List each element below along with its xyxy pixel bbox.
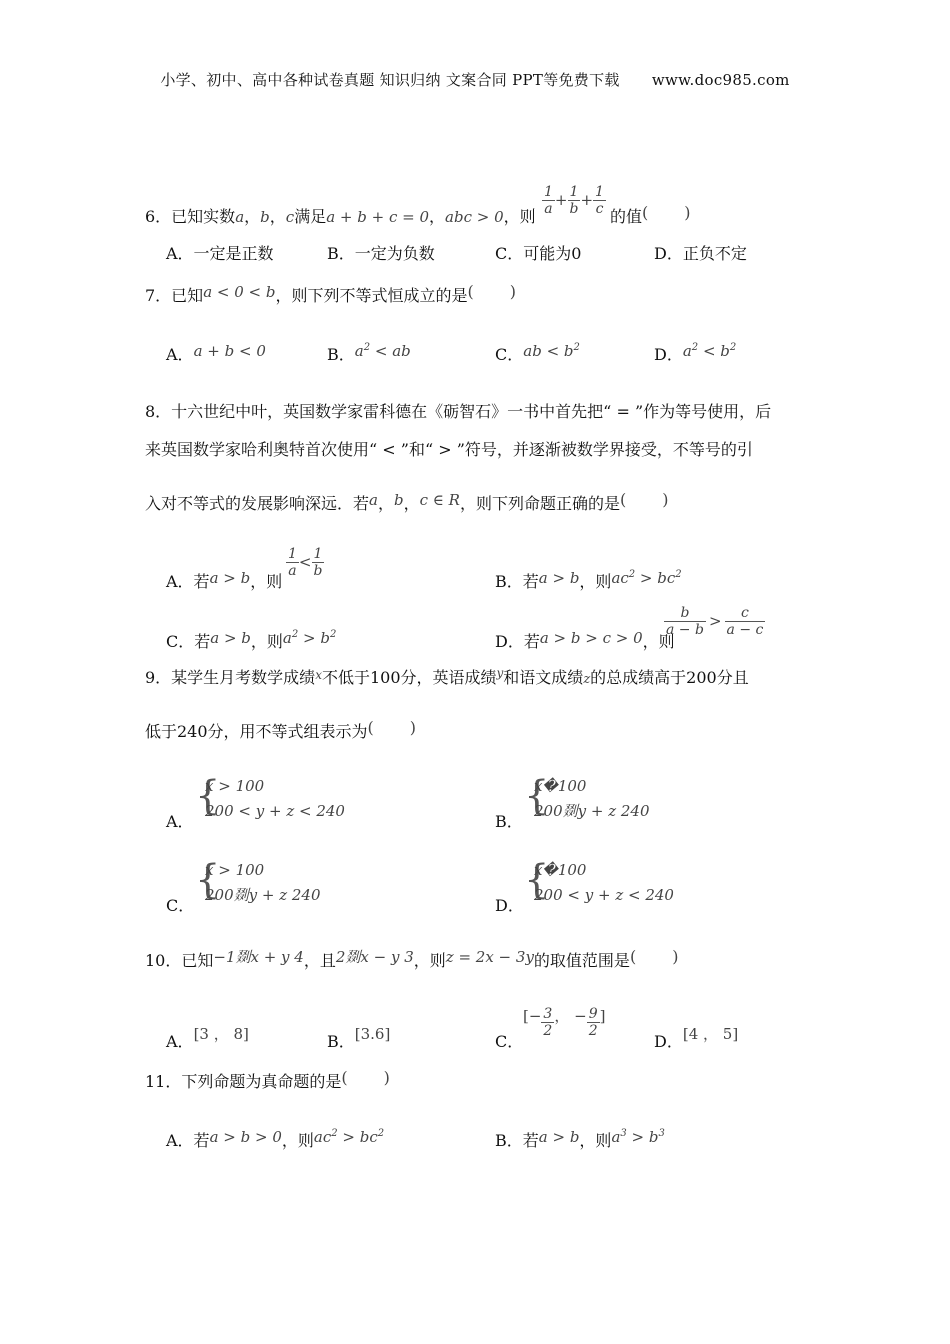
q6-option-d[interactable]: D．正负不定 bbox=[654, 244, 747, 263]
q6-option-b[interactable]: B．一定为负数 bbox=[327, 244, 435, 263]
q8-option-d-frac: $\frac{b}{a - b}$ > $\frac{c}{a - c}$ bbox=[666, 605, 764, 638]
q10-option-c-label[interactable]: C． bbox=[495, 1032, 524, 1051]
q10-option-d[interactable]: D．[4 ， 5] bbox=[654, 1025, 739, 1051]
q7-stem: 7．已知a < 0 < b，则下列不等式恒成立的是( ) bbox=[145, 282, 517, 305]
q6-option-a[interactable]: A．一定是正数 bbox=[166, 244, 274, 263]
q6-fraction-sum: $\frac{1}{a}$ + $\frac{1}{b}$ + $\frac{1}{c}$ bbox=[544, 184, 604, 217]
q9-option-a-brace: { bbox=[195, 773, 221, 819]
q10-option-c-value[interactable]: [− $\frac{3}{2}$ ， − $\frac{9}{2}$ ] bbox=[523, 1006, 606, 1039]
page-header bbox=[0, 69, 950, 90]
q9-option-d-brace: { bbox=[524, 857, 550, 903]
q7-option-b[interactable]: B．$a^2$ < ab bbox=[327, 342, 411, 364]
q9-line1: 9．某学生月考数学成绩$^x$不低于100分，英语成绩$^y$和语文成绩z的总成绩高于200分且 bbox=[145, 666, 749, 687]
header-url[interactable]: www.doc985.com bbox=[651, 71, 790, 89]
q10-stem: 10．已知−1剟x + y 4，且2剟x − y 3，则z = 2x − 3y的取值范围是( ) bbox=[145, 947, 679, 970]
q8-line2: 来英国数学家哈利奥特首次使用“ < ”和“ > ”符号，并逐渐被数学界接受，不等号的引 bbox=[145, 440, 753, 459]
q9-option-b-label[interactable]: B． bbox=[495, 812, 523, 831]
q10-option-a[interactable]: A．[3 ， 8] bbox=[166, 1025, 249, 1051]
q9-option-a-label[interactable]: A． bbox=[166, 812, 194, 831]
q9-line2: 低于240分，用不等式组表示为( ) bbox=[145, 718, 417, 741]
header-text: 小学、初中、高中各种试卷真题 知识归纳 文案合同 PPT等免费下载 bbox=[160, 71, 620, 89]
q8-option-d[interactable]: D．若a > b > c > 0，则 bbox=[495, 629, 675, 651]
q9-option-c-label[interactable]: C． bbox=[166, 896, 195, 915]
q9-option-c-brace: { bbox=[195, 857, 221, 903]
q9-option-c-system[interactable]: x > 100 200剟y + z 240 bbox=[205, 861, 321, 904]
q11-option-a[interactable]: A．若a > b > 0，则$ac^2 > bc^2$ bbox=[166, 1128, 385, 1150]
q8-option-b[interactable]: B．若a > b，则$ac^2 > bc^2$ bbox=[495, 569, 682, 591]
q9-option-d-label[interactable]: D． bbox=[495, 896, 524, 915]
q11-stem: 11．下列命题为真命题的是( ) bbox=[145, 1068, 390, 1091]
q8-line1: 8．十六世纪中叶，英国数学家雷科德在《砺智石》一书中首先把“ = ”作为等号使用，后 bbox=[145, 402, 772, 421]
q6-option-c[interactable]: C．可能为0 bbox=[495, 244, 582, 263]
q8-option-a-frac: $\frac{1}{a}$ < $\frac{1}{b}$ bbox=[288, 546, 323, 579]
q9-option-a-system[interactable]: x > 100 200 < y + z < 240 bbox=[205, 777, 345, 820]
q9-option-b-brace: { bbox=[524, 773, 550, 819]
q8-option-c[interactable]: C．若a > b，则$a^2 > b^2$ bbox=[166, 629, 337, 651]
q7-option-c[interactable]: C．ab < $b^2$ bbox=[495, 342, 580, 364]
q7-option-a[interactable]: A．a + b < 0 bbox=[166, 342, 266, 364]
q11-option-b[interactable]: B．若a > b，则$a^3 > b^3$ bbox=[495, 1128, 665, 1150]
q8-line3: 入对不等式的发展影响深远．若a，b，c ∈ R，则下列命题正确的是( ) bbox=[145, 490, 669, 513]
q6-tail: 的值( ) bbox=[610, 203, 691, 226]
q8-option-a[interactable]: A．若a > b，则 bbox=[166, 569, 283, 591]
q6-stem: 6．已知实数a，b，c满足a + b + c = 0，abc > 0，则 bbox=[145, 207, 536, 226]
q7-option-d[interactable]: D．$a^2 < b^2$ bbox=[654, 342, 737, 364]
q9-option-d-system[interactable]: x�100 200 < y + z < 240 bbox=[534, 861, 674, 904]
q10-option-b[interactable]: B．[3.6] bbox=[327, 1025, 391, 1051]
q9-option-b-system[interactable]: x�100 200剟y + z 240 bbox=[534, 777, 650, 820]
